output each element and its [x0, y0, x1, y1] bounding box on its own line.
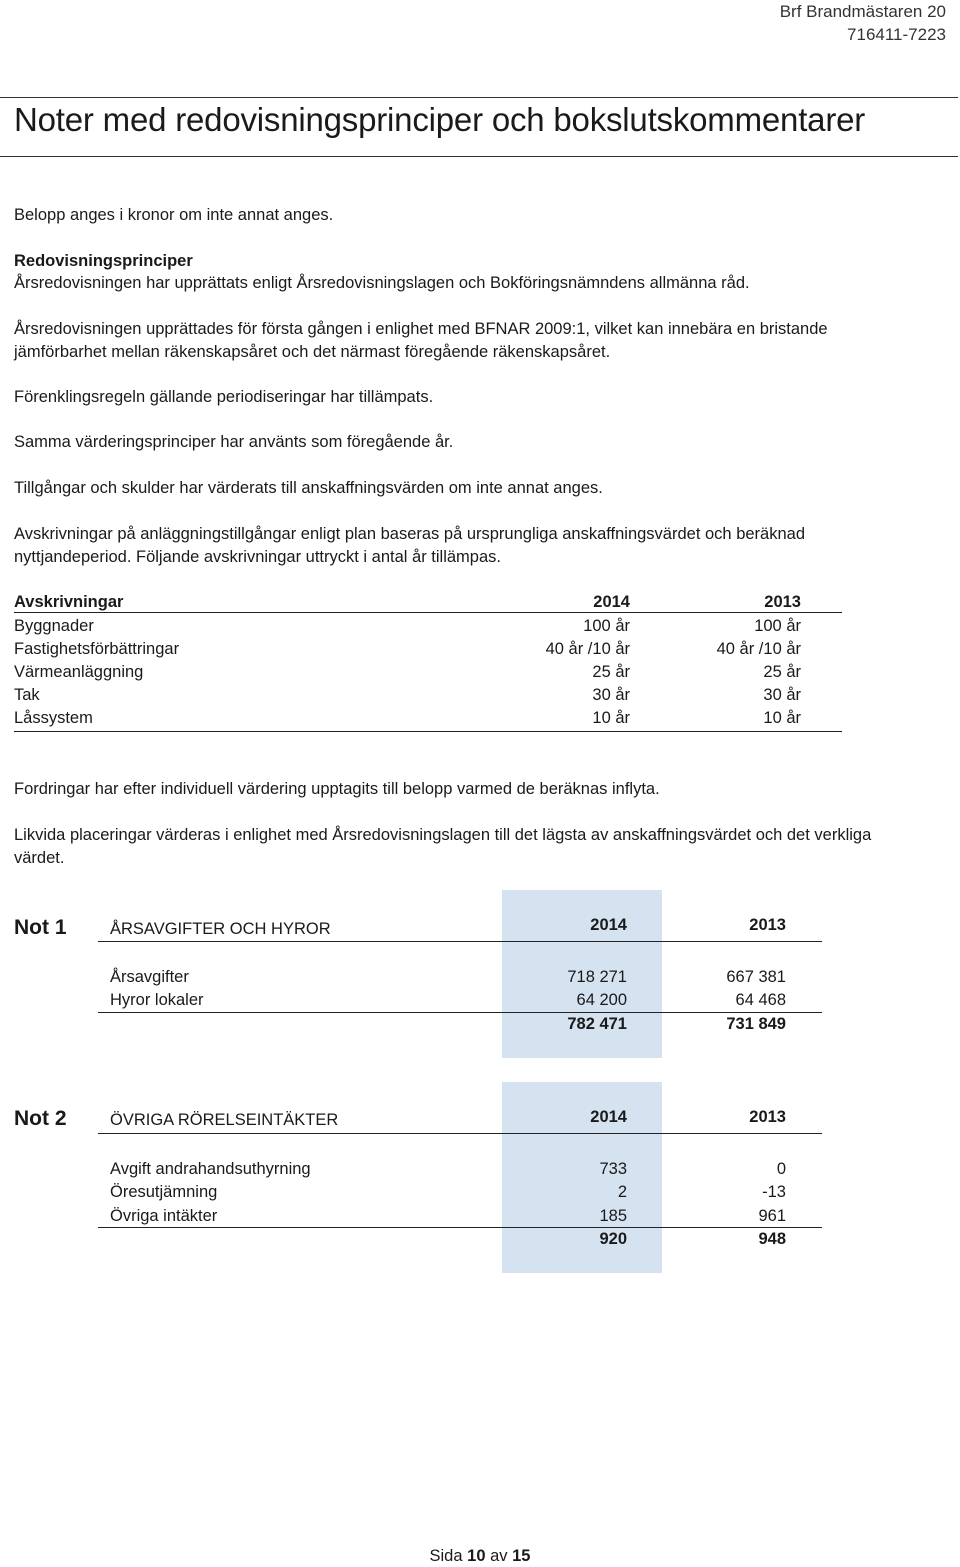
- row-label: Byggnader: [14, 617, 94, 635]
- row-value-2013: 30 år: [763, 686, 801, 704]
- depreciation-bottom-rule: [14, 731, 842, 732]
- row-value-2013: 40 år /10 år: [716, 640, 801, 658]
- principles-p2-line1: Årsredovisningen upprättades för första gången i enlighet med BFNAR 2009:1, vilket kan innebära en bristande: [14, 320, 828, 338]
- principles-p5: Tillgångar och skulder har värderats till anskaffningsvärden om inte annat anges.: [14, 479, 603, 497]
- title-top-rule: [0, 97, 958, 98]
- principles-p4: Samma värderingsprinciper har använts som föregående år.: [14, 433, 454, 451]
- row-label: Värmeanläggning: [14, 663, 144, 681]
- row-label: Tak: [14, 686, 40, 704]
- depreciation-header-row: [14, 591, 842, 614]
- depreciation-header-2013: 2013: [764, 593, 801, 611]
- total-2014: 782 471: [567, 1015, 627, 1033]
- row-value-2014: 2: [617, 1183, 627, 1201]
- page-title: Noter med redovisningsprinciper och bokslutskommentarer: [14, 101, 866, 138]
- row-label: Låssystem: [14, 709, 93, 727]
- depreciation-header-label: Avskrivningar: [14, 593, 124, 611]
- table-row: [110, 1158, 822, 1181]
- note2-year-2013: 2013: [749, 1108, 786, 1126]
- liquid-assets-line1: Likvida placeringar värderas i enlighet med Årsredovisningslagen till det lägsta av anskaffningsvärdet och det verkliga: [14, 826, 872, 844]
- intro-text: Belopp anges i kronor om inte annat anges.: [14, 206, 334, 224]
- table-row: [110, 966, 822, 989]
- row-value-2013: 64 468: [735, 991, 786, 1009]
- liquid-assets-line2: värdet.: [14, 849, 65, 867]
- note1-total-row: [110, 1013, 822, 1036]
- row-value-2014: 733: [599, 1160, 627, 1178]
- row-value-2013: 0: [776, 1160, 786, 1178]
- row-label: Hyror lokaler: [110, 991, 204, 1009]
- note1-header-rule: [98, 941, 822, 942]
- note1-year-header: [110, 914, 822, 937]
- note2-year-2014: 2014: [590, 1108, 627, 1126]
- page-footer: [0, 1547, 960, 1566]
- table-row: [110, 989, 822, 1012]
- note2-number: Not 2: [14, 1107, 67, 1130]
- row-value-2014: 100 år: [583, 617, 630, 635]
- row-value-2013: 961: [758, 1207, 786, 1225]
- row-value-2014: 30 år: [592, 686, 630, 704]
- receivables-text: Fordringar har efter individuell värdering upptagits till belopp varmed de beräknas inflyta.: [14, 780, 660, 798]
- total-2013: 948: [758, 1230, 786, 1248]
- row-label: Fastighetsförbättringar: [14, 640, 180, 658]
- row-value-2014: 185: [599, 1207, 627, 1225]
- principles-heading: Redovisningsprinciper: [14, 252, 193, 270]
- org-number: 716411-7223: [847, 25, 946, 44]
- principles-p3: Förenklingsregeln gällande periodiseringar har tillämpats.: [14, 388, 434, 406]
- row-value-2013: 667 381: [726, 968, 786, 986]
- principles-p6-line2: nyttjandeperiod. Följande avskrivningar uttryckt i antal år tillämpas.: [14, 548, 501, 566]
- principles-p1: Årsredovisningen har upprättats enligt Årsredovisningslagen och Bokföringsnämndens allmänna råd.: [14, 274, 750, 292]
- row-label: Öresutjämning: [110, 1183, 218, 1201]
- note2-total-row: [110, 1228, 822, 1251]
- row-value-2014: 10 år: [592, 709, 630, 727]
- footer-mid: av: [490, 1547, 508, 1565]
- row-value-2013: -13: [762, 1183, 786, 1201]
- footer-page-number: 10: [467, 1547, 486, 1565]
- table-row: [14, 684, 842, 707]
- page-header: [780, 0, 946, 46]
- row-label: Övriga intäkter: [110, 1207, 218, 1225]
- title-bottom-rule: [0, 156, 958, 157]
- row-label: Årsavgifter: [110, 968, 189, 986]
- depreciation-header-rule: [14, 612, 842, 613]
- table-row: [14, 615, 842, 638]
- total-2014: 920: [599, 1230, 627, 1248]
- note2-heading: ÖVRIGA RÖRELSEINTÄKTER: [110, 1111, 339, 1129]
- table-row: [14, 707, 842, 730]
- table-row: [14, 638, 842, 661]
- row-value-2014: 64 200: [576, 991, 627, 1009]
- note2-year-header: [110, 1106, 822, 1129]
- row-value-2013: 100 år: [754, 617, 801, 635]
- row-value-2013: 25 år: [763, 663, 801, 681]
- note1-year-2013: 2013: [749, 916, 786, 934]
- row-value-2014: 25 år: [592, 663, 630, 681]
- note1-number: Not 1: [14, 916, 67, 939]
- principles-p6-line1: Avskrivningar på anläggningstillgångar enligt plan baseras på ursprungliga anskaffningsvärdet och beräknad: [14, 525, 805, 543]
- row-label: Avgift andrahandsuthyrning: [110, 1160, 311, 1178]
- row-value-2014: 718 271: [567, 968, 627, 986]
- note1-year-2014: 2014: [590, 916, 627, 934]
- row-value-2014: 40 år /10 år: [545, 640, 630, 658]
- table-row: [110, 1181, 822, 1204]
- table-row: [14, 661, 842, 684]
- table-row: [110, 1205, 822, 1228]
- depreciation-header-2014: 2014: [593, 593, 630, 611]
- total-2013: 731 849: [726, 1015, 786, 1033]
- principles-p2-line2: jämförbarhet mellan räkenskapsåret och det närmast föregående räkenskapsåret.: [14, 343, 611, 361]
- row-value-2013: 10 år: [763, 709, 801, 727]
- footer-page-total: 15: [512, 1547, 531, 1565]
- footer-prefix: Sida: [429, 1547, 463, 1565]
- note1-heading: ÅRSAVGIFTER OCH HYROR: [110, 920, 331, 938]
- note2-header-rule: [98, 1133, 822, 1134]
- org-name: Brf Brandmästaren 20: [779, 2, 946, 21]
